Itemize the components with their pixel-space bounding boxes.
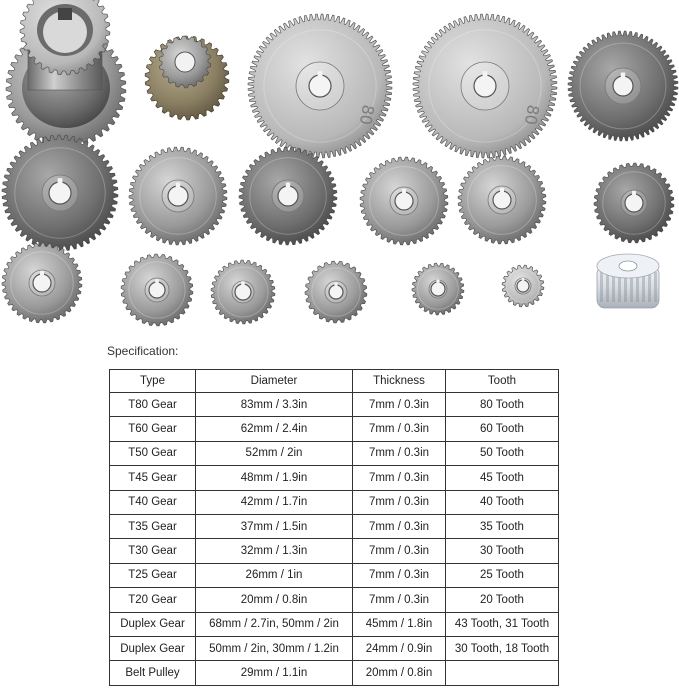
gear-t20-icon [502, 265, 544, 307]
belt-pulley-icon [597, 254, 659, 308]
table-row [110, 588, 559, 612]
cell-thickness: 7mm / 0.3in [353, 441, 446, 465]
cell-type: T40 Gear [110, 490, 196, 514]
gear-t25-icon [412, 263, 464, 315]
cell-tooth [446, 661, 559, 685]
cell-type: Belt Pulley [110, 661, 196, 685]
cell-tooth: 43 Tooth, 31 Tooth [446, 612, 559, 636]
gear-t35-icon [594, 163, 674, 243]
cell-tooth: 30 Tooth, 18 Tooth [446, 636, 559, 660]
cell-thickness: 7mm / 0.3in [353, 588, 446, 612]
specification-table [109, 369, 559, 686]
table-row [110, 514, 559, 538]
gear-t60-icon [568, 31, 678, 141]
cell-diameter: 50mm / 2in, 30mm / 1.2in [196, 636, 353, 660]
table-header-row [110, 370, 559, 393]
cell-type: Duplex Gear [110, 636, 196, 660]
gear-t25-icon [305, 261, 367, 323]
gear-t50-icon [2, 135, 118, 251]
cell-thickness: 20mm / 0.8in [353, 661, 446, 685]
header-type: Type [110, 370, 196, 393]
table-row [110, 441, 559, 465]
cell-diameter: 42mm / 1.7in [196, 490, 353, 514]
cell-thickness: 7mm / 0.3in [353, 393, 446, 417]
cell-diameter: 83mm / 3.3in [196, 393, 353, 417]
cell-diameter: 20mm / 0.8in [196, 588, 353, 612]
table-row [110, 563, 559, 587]
table-row [110, 490, 559, 514]
gear-t30-icon [121, 254, 193, 326]
cell-diameter: 48mm / 1.9in [196, 466, 353, 490]
duplex-gear-small-icon [145, 36, 229, 120]
gear-t30-icon [211, 260, 275, 324]
cell-tooth: 45 Tooth [446, 466, 559, 490]
cell-thickness: 7mm / 0.3in [353, 539, 446, 563]
cell-tooth: 40 Tooth [446, 490, 559, 514]
specification-label: Specification: [107, 344, 179, 358]
cell-diameter: 52mm / 2in [196, 441, 353, 465]
gear-t35-icon [2, 243, 82, 323]
header-thickness: Thickness [353, 370, 446, 393]
cell-type: T30 Gear [110, 539, 196, 563]
cell-thickness: 7mm / 0.3in [353, 563, 446, 587]
cell-tooth: 80 Tooth [446, 393, 559, 417]
gear-t40-icon [458, 156, 546, 244]
cell-thickness: 45mm / 1.8in [353, 612, 446, 636]
cell-tooth: 60 Tooth [446, 417, 559, 441]
cell-diameter: 68mm / 2.7in, 50mm / 2in [196, 612, 353, 636]
cell-tooth: 50 Tooth [446, 441, 559, 465]
table-row [110, 612, 559, 636]
gear-t80-icon [248, 14, 392, 158]
cell-type: T25 Gear [110, 563, 196, 587]
cell-diameter: 62mm / 2.4in [196, 417, 353, 441]
gear-t45-icon [129, 147, 227, 245]
header-tooth: Tooth [446, 370, 559, 393]
cell-type: T60 Gear [110, 417, 196, 441]
cell-diameter: 29mm / 1.1in [196, 661, 353, 685]
cell-type: T45 Gear [110, 466, 196, 490]
gears-product-photo [0, 0, 679, 330]
cell-thickness: 7mm / 0.3in [353, 490, 446, 514]
header-diameter: Diameter [196, 370, 353, 393]
table-row [110, 636, 559, 660]
cell-tooth: 30 Tooth [446, 539, 559, 563]
cell-type: T20 Gear [110, 588, 196, 612]
cell-tooth: 25 Tooth [446, 563, 559, 587]
duplex-gear-large-icon [6, 0, 126, 148]
cell-tooth: 20 Tooth [446, 588, 559, 612]
cell-tooth: 35 Tooth [446, 514, 559, 538]
table-row [110, 539, 559, 563]
gear-marking: 80 [355, 103, 378, 127]
cell-type: T35 Gear [110, 514, 196, 538]
gear-marking: 80 [520, 103, 543, 127]
cell-type: T50 Gear [110, 441, 196, 465]
cell-thickness: 7mm / 0.3in [353, 514, 446, 538]
gear-t40-icon [360, 157, 448, 245]
cell-diameter: 37mm / 1.5in [196, 514, 353, 538]
cell-type: Duplex Gear [110, 612, 196, 636]
cell-thickness: 7mm / 0.3in [353, 417, 446, 441]
table-row [110, 417, 559, 441]
cell-type: T80 Gear [110, 393, 196, 417]
table-row [110, 393, 559, 417]
cell-diameter: 26mm / 1in [196, 563, 353, 587]
gear-t45-icon [239, 147, 337, 245]
cell-diameter: 32mm / 1.3in [196, 539, 353, 563]
table-row [110, 466, 559, 490]
cell-thickness: 24mm / 0.9in [353, 636, 446, 660]
gear-t80-icon [413, 14, 557, 158]
cell-thickness: 7mm / 0.3in [353, 466, 446, 490]
table-row [110, 661, 559, 685]
